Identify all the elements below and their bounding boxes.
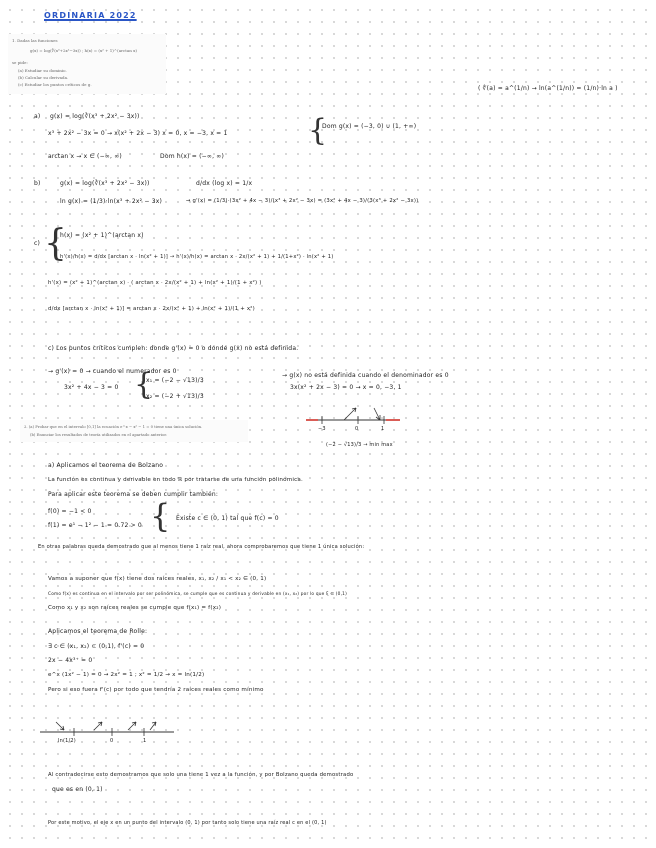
problem-2-item-b: (b) Enunciar los resultados de teoría utilizados en el apartado anterior.	[30, 432, 167, 437]
problem-1-item-c: (c) Estudiar los puntos críticos de g.	[18, 82, 92, 87]
p2-line-11: e^x (1x² − 1) = 0 → 2x² = 1 ; x² = 1/2 → x = ln(1/2)	[48, 672, 205, 678]
critical-points-right-1: → g(x) no está definida cuando el denominador es 0	[282, 372, 449, 379]
part-a-line-1: g(x) = log(∛(x³ + 2x² − 3x))	[50, 113, 140, 120]
critical-points-line-2: → g'(x) = 0 → cuando el numerador es 0	[48, 368, 177, 375]
p2-line-10: 2x − 4x³⁺ = 0	[48, 657, 93, 664]
part-b-label: b)	[34, 180, 41, 187]
p2-line-4: En otras palabras queda demostrado que al menos tiene 1 raíz real, ahora comprobaremos que tiene 1 única solución:	[38, 544, 365, 550]
log-root-note: ( ∜(a) = a^(1/n) → ln(a^(1/n)) = (1/n)·ln a )	[478, 85, 618, 92]
p2-line-6: Como f(x) es continua en el intervalo por ser polinómica, se cumple que es continua y derivable en (x₁, x₂) por lo que ξ ∈ (0,1)	[48, 592, 347, 597]
critical-points-equation: 3x² + 4x − 3 = 0	[64, 384, 119, 391]
p2-line-14: que es en (0, 1)	[52, 786, 103, 793]
part-b-line-2: ln g(x) = (1/3)·ln(x³ + 2x² − 3x)	[60, 198, 163, 205]
problem-1-se-pide: se pide:	[12, 60, 28, 65]
brace: {	[44, 223, 67, 264]
part-a-domain-h: Dom h(x) = (−∞, ∞)	[160, 153, 225, 160]
part-c-line-1: h(x) = (x² + 1)^(arctan x)	[60, 232, 144, 239]
number-line-2-label-1: 1	[143, 738, 147, 744]
p2-exists: Existe c ∈ (0, 1) tal que f(c) = 0	[176, 515, 279, 522]
brace: {	[308, 113, 328, 148]
p2-line-12: Pero si eso fuera f'(c) por todo que tendría 2 raíces reales como mínimo	[48, 687, 264, 693]
number-line-label-0: 0	[355, 426, 359, 432]
p2-line-9: ∃ c ∈ (x₁, x₂) ⊂ (0,1), f'(c) = 0	[48, 643, 145, 650]
problem-1-formula: g(x) = log(∛(x³+2x²−3x)) ; h(x) = (x² + 1)^(arctan x)	[30, 48, 137, 53]
critical-points-line-1: c) Los puntos críticos cumplen: donde g'(x) = 0 o donde g(x) no está definida.	[48, 345, 299, 352]
brace: {	[150, 497, 171, 535]
number-line-critical	[300, 400, 410, 446]
part-a-line-3: arctan x → x ∈ (−∞, ∞)	[48, 153, 122, 160]
critical-points-right-2: 3x(x² + 2x − 3) = 0 → x = 0, −3, 1	[290, 384, 402, 391]
part-b-derivative: → g'(x) = (1/3)·(3x² + 4x − 3)/(x³ + 2x² − 3x) = (3x² + 4x − 3)/(3(x³ + 2x² − 3x))	[186, 198, 419, 204]
p2-line-5: Vamos a suponer que f(x) tiene dos raíces reales, x₁, x₂ / x₁ < x₂ ∈ (0, 1)	[48, 576, 267, 582]
p2-line-1: a) Aplicamos el teorema de Bolzano	[48, 462, 164, 469]
part-a-domain-g: Dom g(x) = (−3, 0) ∪ (1, +∞)	[322, 123, 417, 130]
part-a-label: a)	[34, 113, 41, 120]
number-line-note: (−2 − √13)/3 → min max	[326, 442, 393, 448]
part-c-line-2: h'(x)/h(x) = d/dx [arctan x · ln(x² + 1)] → h'(x)/h(x) = arctan x · 2x/(x² + 1) + 1/(1+x²) · ln(x² + 1)	[60, 254, 334, 260]
part-b-line-1: g(x) = log(∛(x³ + 2x² − 3x))	[60, 180, 150, 187]
p2-line-15: Por este motivo, el eje x en un punto del intervalo (0, 1) por tanto solo tiene una raíz real c en el (0, 1)	[48, 820, 327, 826]
brace: {	[134, 367, 154, 402]
part-c-label: c)	[34, 240, 41, 247]
part-a-line-2: x³ + 2x² − 3x = 0 → x(x² + 2x − 3) x = 0, x = −3, x = 1	[48, 130, 228, 137]
p2-line-7: Como x₁ y x₂ son raíces reales se cumple que f(x₁) = f(x₂)	[48, 605, 222, 611]
p2-line-13: Al contradecirse esto demostramos que solo una tiene 1 vez a la función, y por Bolzano queda demostrado	[48, 772, 354, 778]
problem-1-statement	[8, 34, 166, 94]
p2-line-2: La función es continua y derivable en todo ℝ por tratarse de una función polinómica.	[48, 477, 303, 483]
critical-point-x1: x₁ = (−2 − √13)/3	[146, 377, 204, 384]
number-line-2-label-ln: ln(1/2)	[58, 738, 76, 744]
part-c-line-3: h'(x) = (x² + 1)^(arctan x) · ( arctan x · 2x/(x² + 1) + ln(x² + 1)/(1 + x²) )	[48, 280, 262, 286]
problem-1-item-a: (a) Estudiar su dominio.	[18, 68, 67, 73]
part-b-hint: d/dx (log x) = 1/x	[196, 180, 253, 187]
part-c-line-4: d/dx [arctan x · ln(x² + 1)] = arctan x · 2x/(x² + 1) + ln(x² + 1)/(1 + x²)	[48, 306, 255, 312]
p2-line-3: Para aplicar este teorema se deben cumplir también:	[48, 491, 219, 498]
number-line-label-minus-3: −3	[318, 426, 326, 432]
p2-f0: f(0) = −1 < 0	[48, 508, 92, 515]
critical-point-x2: x₂ = (−2 + √13)/3	[146, 393, 204, 400]
number-line-2-label-0: 0	[110, 738, 114, 744]
problem-1-item-b: (b) Calcular su derivada.	[18, 75, 69, 80]
problem-2-statement	[20, 420, 248, 442]
number-line-rolle	[40, 714, 180, 740]
p2-f1: f(1) = e¹ − 1² − 1 = 0.72 > 0	[48, 522, 142, 529]
problem-1-heading: 1. Dadas las funciones	[12, 38, 58, 43]
page-title: ORDINARIA 2022	[44, 11, 137, 20]
problem-2-heading: 2. (a) Probar que en el intervalo [0,1] la ecuación e^x − x² − 1 = 0 tiene una única solución.	[24, 424, 203, 429]
number-line-label-1: 1	[381, 426, 385, 432]
p2-line-8: Aplicamos el teorema de Rolle:	[48, 628, 148, 635]
